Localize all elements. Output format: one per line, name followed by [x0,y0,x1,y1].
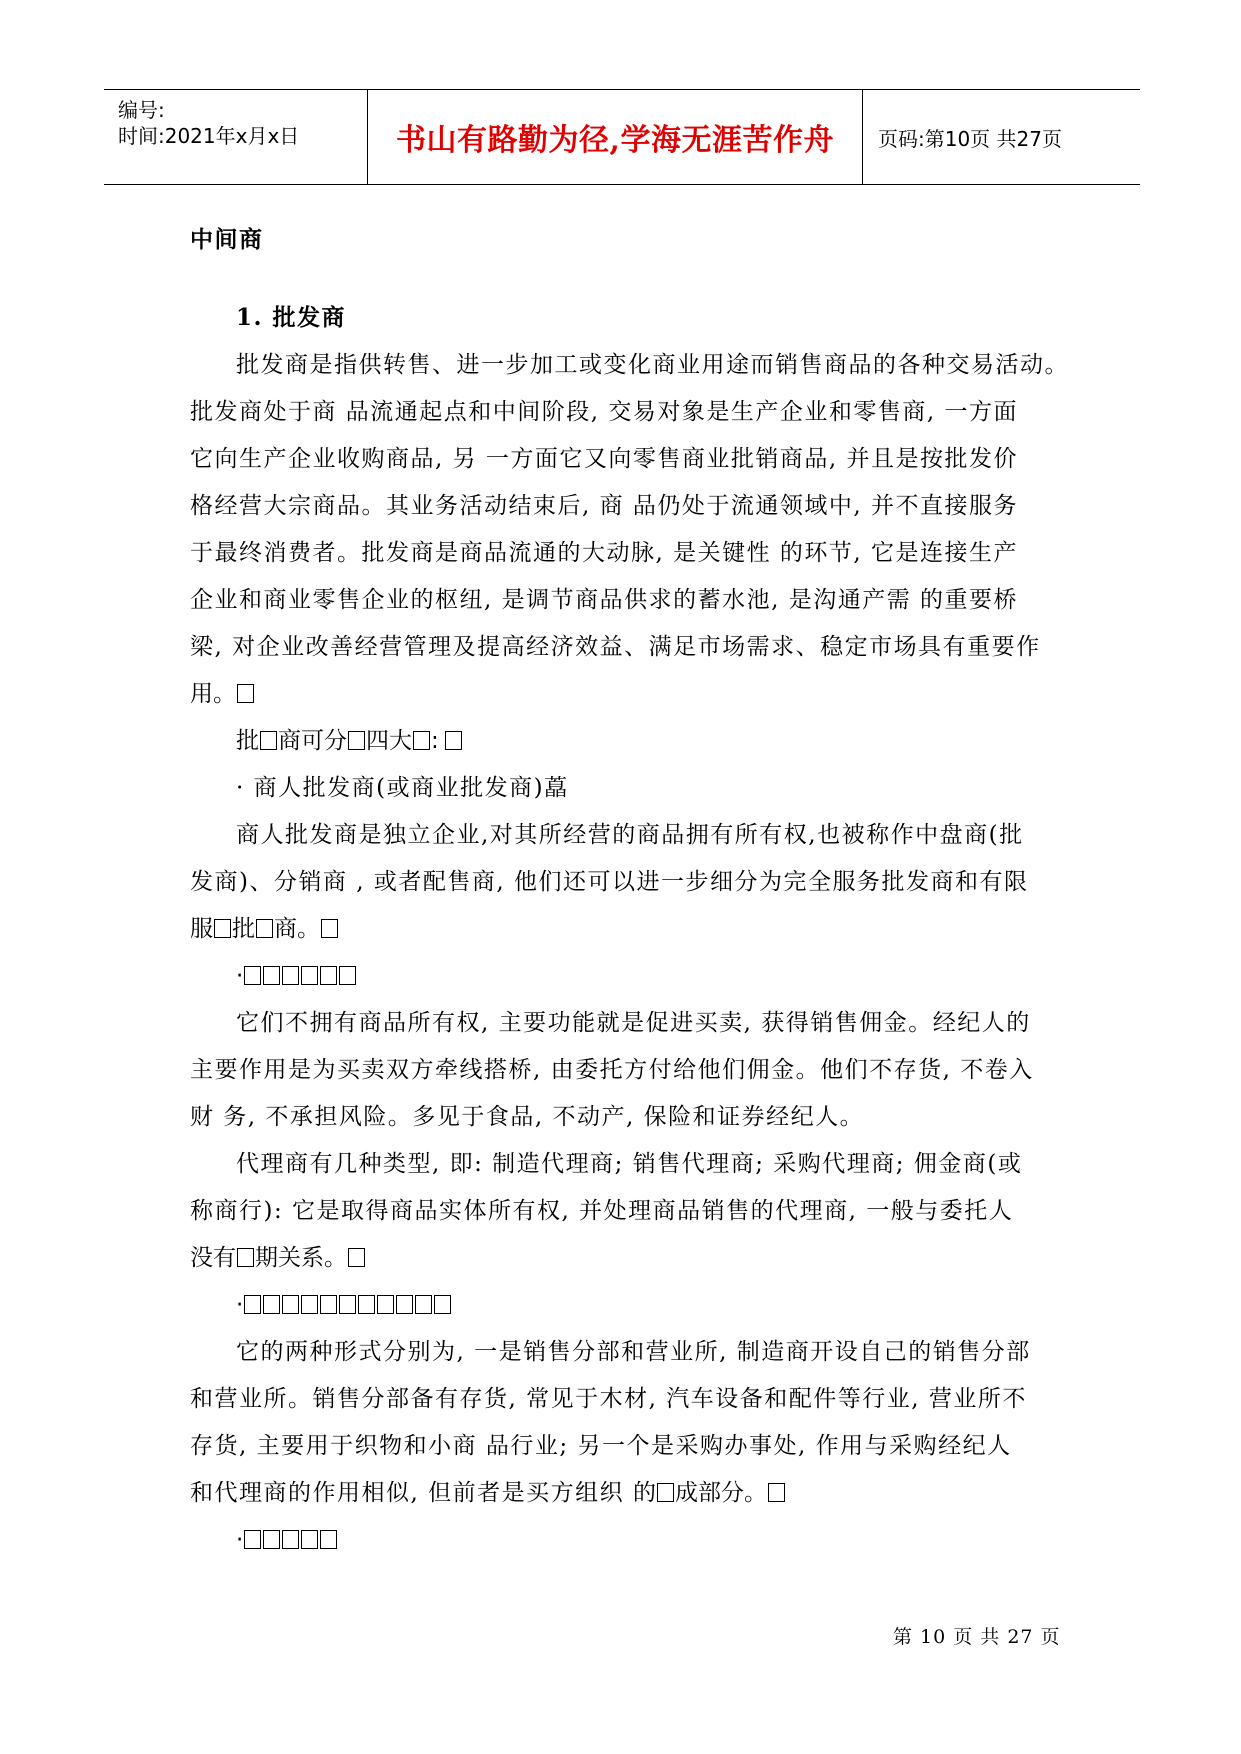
missing-glyph-box [445,731,462,750]
page-header [104,89,1140,185]
missing-glyph-box [244,966,261,985]
missing-glyph-box [396,1295,413,1314]
missing-glyph-box [358,1295,375,1314]
missing-glyph-box [244,1295,261,1314]
paragraph-line [190,1478,786,1508]
paragraph-line [190,679,255,709]
missing-glyph-box [282,1530,299,1549]
missing-glyph-box [321,919,338,938]
missing-glyph-box [377,1295,394,1314]
paragraph-line: 梁, 对企业改善经营管理及提高经济效益、满足市场需求、稳定市场具有重要作 [190,634,1041,660]
bullet-other-wholesalers [236,1525,338,1555]
paragraph-line: 称商行): 它是取得商品实体所有权, 并处理商品销售的代理商, 一般与委托人 [190,1198,1014,1224]
paragraph-line: 格经营大宗商品。其业务活动结束后, 商 品仍处于流通领域中, 并不直接服务 [190,493,1019,519]
bullet-dot: · [236,1527,244,1553]
missing-glyph-box [339,1295,356,1314]
paragraph-text: 期关系。 [255,1245,347,1271]
missing-glyph-box [348,731,365,750]
section-title: 中间商 [190,226,264,253]
paragraph-text: 成部分。 [674,1480,767,1506]
page-footer: 第 10 页 共 27 页 [893,1626,1061,1648]
bullet-broker [236,961,357,991]
missing-glyph-box [348,1248,365,1267]
paragraph-text: 用。 [190,681,236,707]
types-heading [236,726,463,756]
paragraph-line: 于最终消费者。批发商是商品流通的大动脉, 是关键性 的环节, 它是连接生产 [190,540,1019,566]
missing-glyph-box [320,966,337,985]
types-text: 批 [236,728,259,754]
number-label: 编号: [118,98,165,122]
paragraph-line: 存货, 主要用于织物和小商 品行业; 另一个是采购办事处, 作用与采购经纪人 [190,1433,1012,1459]
paragraph-line: 批发商是指供转售、进一步加工或变化商业用途而销售商品的各种交易活动。 [236,352,1069,378]
bullet-text: · 商人批发商(或商业批发商) [236,775,545,801]
paragraph-line: 和营业所。销售分部备有存货, 常见于木材, 汽车设备和配件等行业, 营业所不 [190,1386,1027,1412]
paragraph-line: 它们不拥有商品所有权, 主要功能就是促进买卖, 获得销售佣金。经纪人的 [236,1010,1031,1036]
missing-glyph-box [301,966,318,985]
paragraph-line: 发商)、分销商 , 或者配售商, 他们还可以进一步细分为完全服务批发商和有限 [190,869,1029,895]
missing-glyph-box [415,1295,432,1314]
paragraph-text: 没有 [190,1245,236,1271]
missing-glyph-box [768,1483,785,1502]
paragraph-text: 商。 [274,916,320,942]
missing-glyph-box [214,919,231,938]
paragraph-line: 财 务, 不承担风险。多见于食品, 不动产, 保险和证券经纪人。 [190,1104,865,1130]
bullet-merchant-wholesaler [236,773,569,803]
missing-glyph-box [260,731,277,750]
subsection-title: 1. 批发商 [236,304,347,331]
paragraph-text: 和代理商的作用相似, 但前者是买方组织 [190,1480,633,1506]
paragraph-text: 批 [232,916,255,942]
bullet-dot: · [236,963,244,989]
bullet-dot: · [236,1292,244,1318]
missing-glyph-box [320,1295,337,1314]
paragraph-line: 批发商处于商 品流通起点和中间阶段, 交易对象是生产企业和零售商, 一方面 [190,399,1019,425]
missing-glyph-box [434,1295,451,1314]
paragraph-line [190,1243,366,1273]
paragraph-line: 它的两种形式分别为, 一是销售分部和营业所, 制造商开设自己的销售分部 [236,1339,1031,1365]
paragraph-line [190,914,339,944]
missing-glyph-box [263,1530,280,1549]
paragraph-line: 它向生产企业收购商品, 另 一方面它又向零售商业批销商品, 并且是按批发价 [190,446,1019,472]
paragraph-line: 商人批发商是独立企业,对其所经营的商品拥有所有权,也被称作中盘商(批 [236,822,1024,848]
missing-glyph-box [263,966,280,985]
types-text: 商可分 [278,728,347,754]
paragraph-line: 企业和商业零售企业的枢纽, 是调节商品供求的蓄水池, 是沟通产需 的重要桥 [190,587,1019,613]
missing-glyph-box [320,1530,337,1549]
bullet-manufacturer-branches [236,1290,452,1320]
missing-glyph-box [256,919,273,938]
paragraph-text: 的 [632,1480,656,1506]
missing-glyph-box [237,1248,254,1267]
time-label: 时间:2021年x月x日 [118,124,300,148]
types-text: : [431,728,439,754]
paragraph-line: 主要作用是为买卖双方牵线搭桥, 由委托方付给他们佣金。他们不存货, 不卷入 [190,1057,1034,1083]
missing-glyph-box [282,1295,299,1314]
missing-glyph-box [282,966,299,985]
header-motto: 书山有路勤为径,学海无涯苦作舟 [368,90,863,184]
paragraph-line: 代理商有几种类型, 即: 制造代理商; 销售代理商; 采购代理商; 佣金商(或 [236,1151,1023,1177]
bullet-tail: 藠 [544,775,569,801]
missing-glyph-box [301,1530,318,1549]
missing-glyph-box [339,966,356,985]
missing-glyph-box [657,1483,674,1502]
paragraph-text: 服 [190,916,213,942]
missing-glyph-box [244,1530,261,1549]
header-meta [104,90,368,184]
missing-glyph-box [263,1295,280,1314]
header-page-info: 页码:第10页 共27页 [878,126,1062,151]
missing-glyph-box [237,684,254,703]
missing-glyph-box [413,731,430,750]
missing-glyph-box [301,1295,318,1314]
types-text: 四大 [366,728,412,754]
